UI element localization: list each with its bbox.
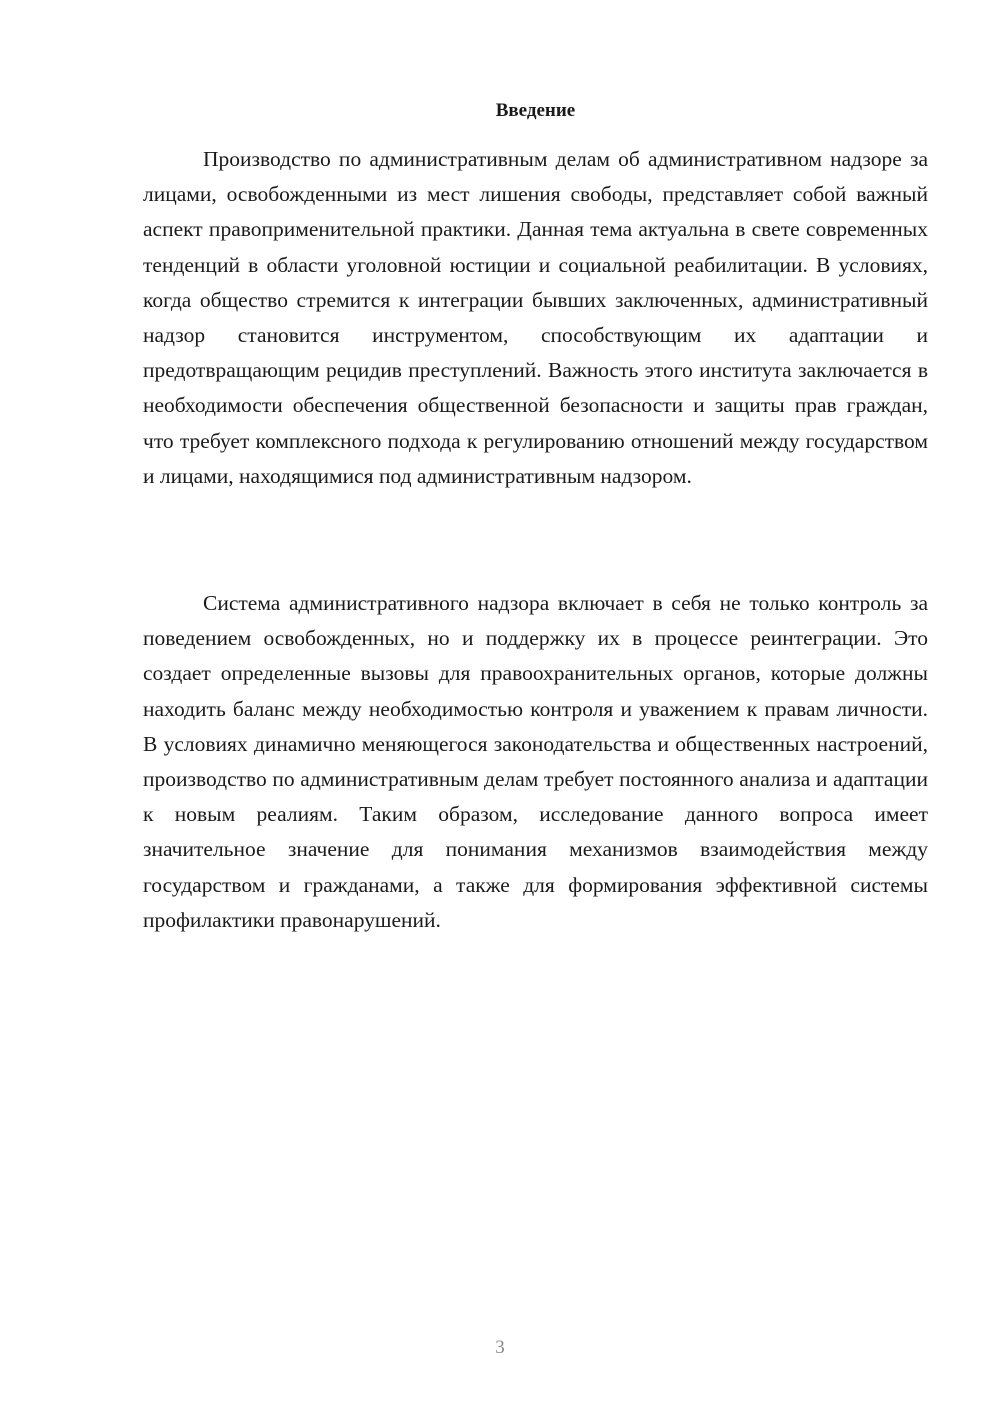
body-paragraph: Система административного надзора включает в себя не только контроль за поведением освобожденных, но и поддержку их в процессе реинтеграции. Это создает определенные вызовы для правоохранительных органов, которые должны находить баланс между необходимостью контроля и уважением к правам личности. В условиях динамично меняющегося законодательства и общественных настроений, производство по административным делам требует постоянного анализа и адаптации к новым реалиям. Таким образом, исследование данного вопроса имеет значительное значение для понимания механизмов взаимодействия между государством и гражданами, а также для формирования эффективной системы профилактики правонарушений. bbox=[143, 591, 928, 932]
page-number: 3 bbox=[495, 1337, 505, 1358]
section-heading: Введение bbox=[495, 100, 576, 121]
body-paragraph: Производство по административным делам об административном надзоре за лицами, освобожденными из мест лишения свободы, представляет собой важный аспект правоприменительной практики. Данная тема актуальна в свете современных тенденций в области уголовной юстиции и социальной реабилитации. В условиях, когда общество стремится к интеграции бывших заключенных, административный надзор становится инструментом, способствующим их адаптации и предотвращающим рецидив преступлений. Важность этого института заключается в необходимости обеспечения общественной безопасности и защиты прав граждан, что требует комплексного подхода к регулированию отношений между государством и лицами, находящимися под административным надзором. bbox=[143, 147, 928, 488]
